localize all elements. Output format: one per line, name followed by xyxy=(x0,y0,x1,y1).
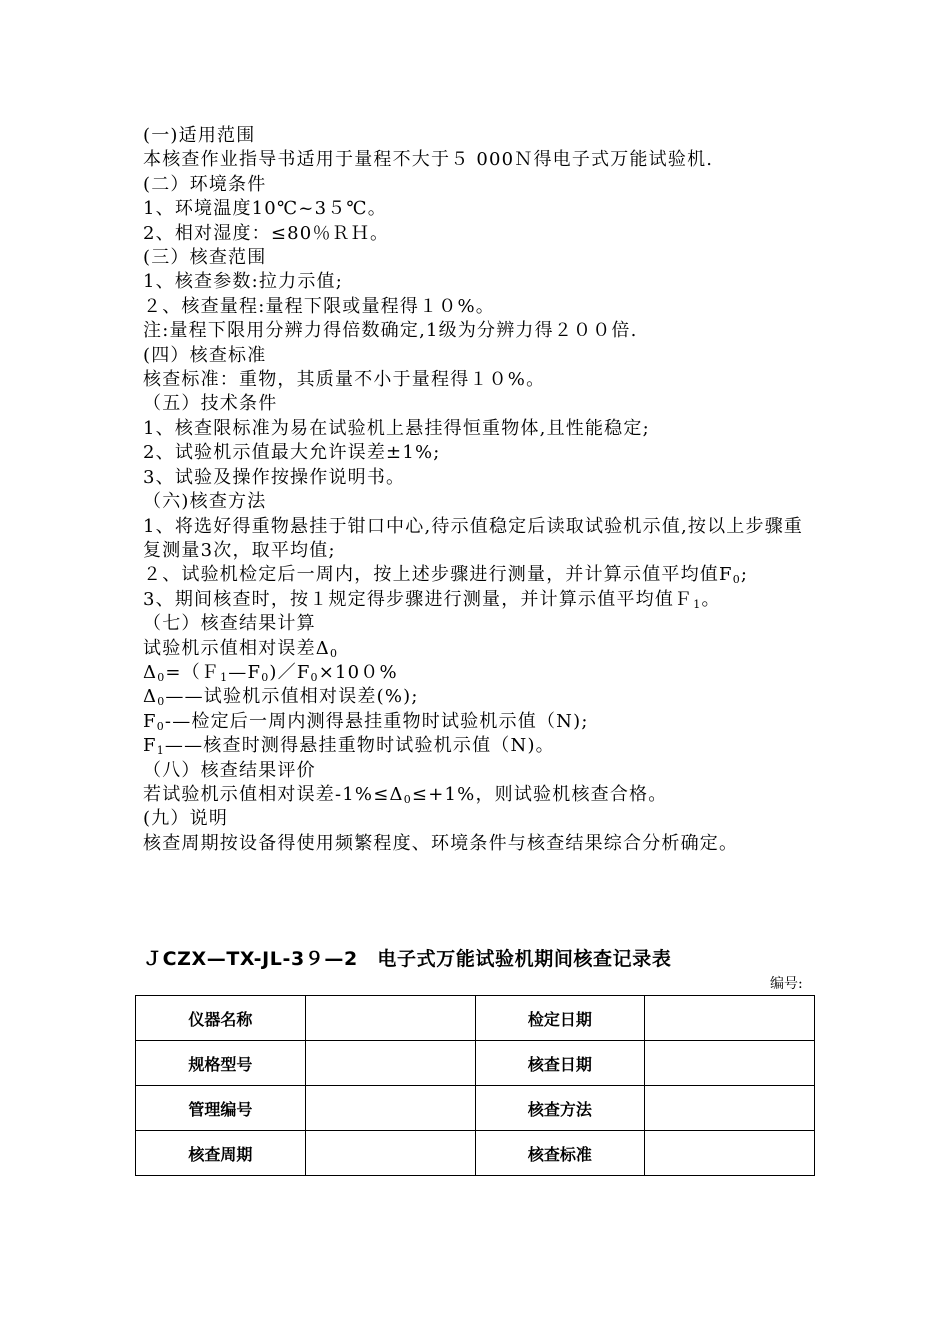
table-cell-value[interactable] xyxy=(305,1086,475,1131)
table-row xyxy=(136,996,815,1041)
paragraph: 1、核查参数:拉力示值; xyxy=(143,271,343,293)
evaluation-text xyxy=(143,783,813,807)
symbol: Δ xyxy=(143,686,158,708)
method-step-3 xyxy=(143,588,813,612)
section-heading: （八）核查结果评价 xyxy=(143,759,316,781)
section-heading: (九）说明 xyxy=(143,808,229,830)
subscript: 1 xyxy=(156,744,165,758)
subscript: 0 xyxy=(157,670,166,684)
table-cell-label: 核查标准 xyxy=(475,1131,645,1176)
paragraph: 3、试验及操作按操作说明书。 xyxy=(143,466,406,488)
table-cell-label: 检定日期 xyxy=(475,996,645,1041)
section-heading: (四）核查标准 xyxy=(143,344,267,366)
text: ——核查时测得悬挂重物时试验机示值（N)。 xyxy=(164,735,555,757)
paragraph: 核查标准：重物，其质量不小于量程得１０%。 xyxy=(143,369,546,391)
section-heading: （六)核查方法 xyxy=(143,491,267,513)
section-heading: (二）环境条件 xyxy=(143,173,267,195)
formula-part: )／F xyxy=(269,661,311,683)
table-cell-label: 仪器名称 xyxy=(136,996,306,1041)
table-cell-label: 核查日期 xyxy=(475,1041,645,1086)
table-cell-label: 核查周期 xyxy=(136,1131,306,1176)
text: ; xyxy=(740,564,749,586)
formula-part: =（Ｆ xyxy=(165,661,221,683)
table-cell-value[interactable] xyxy=(645,996,815,1041)
subscript: 1 xyxy=(220,670,229,684)
table-cell-label: 核查方法 xyxy=(475,1086,645,1131)
table-cell-value[interactable] xyxy=(305,996,475,1041)
paragraph: 本核查作业指导书适用于量程不大于５ 000Ｎ得电子式万能试验机. xyxy=(143,149,714,171)
subscript: 0 xyxy=(403,792,412,806)
subscript: 0 xyxy=(157,695,166,709)
table-cell-value[interactable] xyxy=(645,1086,815,1131)
table-cell-label: 规格型号 xyxy=(136,1041,306,1086)
paragraph: 1、环境温度10℃~3５℃。 xyxy=(143,198,387,220)
formula xyxy=(143,661,813,685)
subscript: 0 xyxy=(330,646,339,660)
method-step-1: 1、将选好得重物悬挂于钳口中心,待示值稳定后读取试验机示值,按以上步骤重复测量3次，取平均值; xyxy=(143,515,804,561)
subscript: 0 xyxy=(310,670,319,684)
paragraph: 2、相对湿度：≤80％ＲＨ。 xyxy=(143,222,390,244)
section-heading: （五）技术条件 xyxy=(143,393,278,415)
formula-part: Δ xyxy=(143,661,158,683)
text: 试验机示值相对误差Δ xyxy=(143,637,330,659)
table-cell-value[interactable] xyxy=(305,1041,475,1086)
definition xyxy=(143,685,813,709)
paragraph: 2、试验机示值最大允许误差±1%; xyxy=(143,442,441,464)
subscript: 1 xyxy=(693,597,702,611)
paragraph: ２、核查量程:量程下限或量程得１０%。 xyxy=(143,295,495,317)
table-cell-value[interactable] xyxy=(305,1131,475,1176)
text: 3、期间核查时，按１规定得步骤进行测量，并计算示值平均值Ｆ xyxy=(143,588,694,610)
table-row xyxy=(136,1131,815,1176)
text: ——试验机示值相对误差(%); xyxy=(165,686,419,708)
subscript: 0 xyxy=(156,719,165,733)
paragraph: 注:量程下限用分辨力得倍数确定,1级为分辨力得２００倍. xyxy=(143,320,638,342)
method-step-2 xyxy=(143,563,813,587)
text: -—检定后一周内测得悬挂重物时试验机示值（N); xyxy=(164,710,589,732)
table-row xyxy=(136,1086,815,1131)
calc-intro xyxy=(143,637,813,661)
text: ≤+1%，则试验机核查合格。 xyxy=(411,783,668,805)
subscript: 0 xyxy=(732,573,741,587)
section-heading: (三）核查范围 xyxy=(143,247,267,269)
subscript: 0 xyxy=(261,670,270,684)
definition xyxy=(143,710,813,734)
table-cell-value[interactable] xyxy=(645,1041,815,1086)
paragraph: 1、核查限标准为易在试验机上悬挂得恒重物体,且性能稳定; xyxy=(143,417,650,439)
definition xyxy=(143,734,813,758)
document-body xyxy=(143,124,813,856)
record-table xyxy=(135,995,815,1176)
text: ２、试验机检定后一周内，按上述步骤进行测量，并计算示值平均值F xyxy=(143,564,733,586)
table-row xyxy=(136,1041,815,1086)
formula-part: ×10０% xyxy=(318,661,398,683)
record-title: ＪCZX—TX-JL-3９—2 电子式万能试验机期间核查记录表 xyxy=(143,948,672,970)
symbol: F xyxy=(143,710,157,732)
text: 若试验机示值相对误差-1%≤Δ xyxy=(143,783,404,805)
table-cell-value[interactable] xyxy=(645,1131,815,1176)
text: 。 xyxy=(701,588,721,610)
section-heading: （七）核查结果计算 xyxy=(143,613,316,635)
notes-text: 核查周期按设备得使用频繁程度、环境条件与核查结果综合分析确定。 xyxy=(143,832,739,854)
symbol: F xyxy=(143,735,157,757)
table-cell-label: 管理编号 xyxy=(136,1086,306,1131)
record-number-label: 编号: xyxy=(770,976,803,992)
section-heading: (一)适用范围 xyxy=(143,125,256,146)
formula-part: —F xyxy=(228,661,262,683)
